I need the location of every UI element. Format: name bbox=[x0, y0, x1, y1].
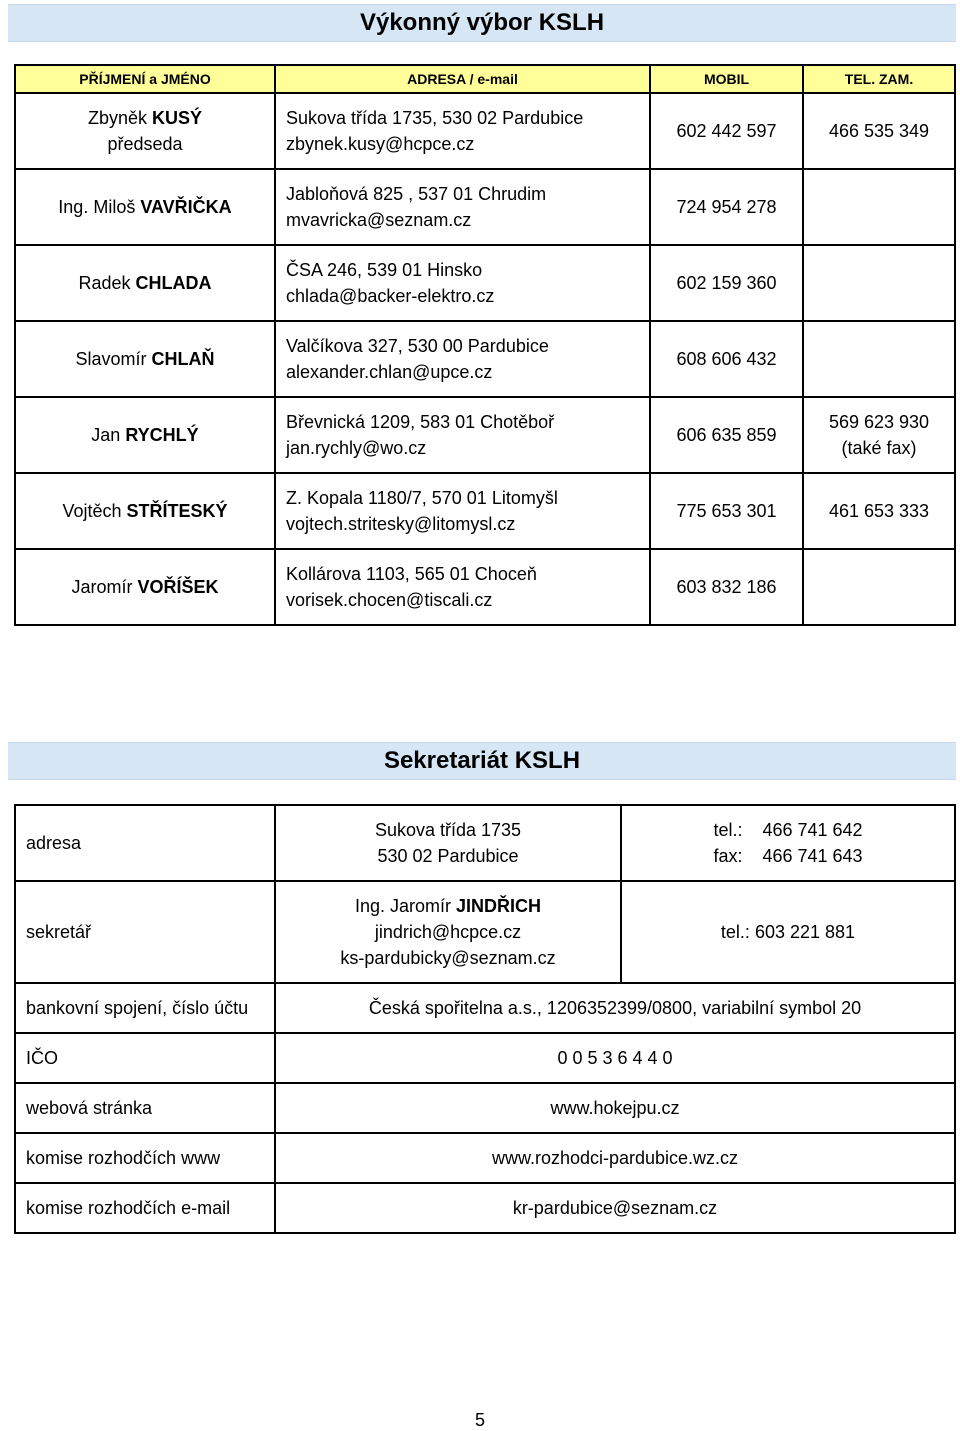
member-mobile: 606 635 859 bbox=[650, 397, 803, 473]
member-email[interactable]: vorisek.chocen@tiscali.cz bbox=[286, 590, 493, 610]
member-address-cell bbox=[275, 321, 650, 397]
header-mobile: MOBIL bbox=[650, 65, 803, 93]
member-first-name: Zbyněk bbox=[87, 108, 147, 128]
member-last-name: KUSÝ bbox=[152, 108, 203, 128]
secretariat-table bbox=[14, 804, 956, 1234]
member-tel-cell bbox=[803, 549, 955, 625]
ref-web-row bbox=[15, 1133, 955, 1183]
member-first-name: Ing. Miloš bbox=[58, 197, 136, 217]
member-first-name: Jaromír bbox=[71, 577, 133, 597]
ico-label: IČO bbox=[15, 1033, 275, 1083]
address-line1: Sukova třída 1735 bbox=[374, 820, 522, 840]
ico-value: 0 0 5 3 6 4 4 0 bbox=[275, 1033, 955, 1083]
ref-mail-link[interactable]: kr-pardubice@seznam.cz bbox=[275, 1183, 955, 1233]
member-last-name: CHLAŇ bbox=[151, 349, 215, 369]
member-mobile: 724 954 278 bbox=[650, 169, 803, 245]
member-last-name: RYCHLÝ bbox=[125, 425, 199, 445]
member-first-name: Vojtěch bbox=[62, 501, 122, 521]
member-address-cell bbox=[275, 473, 650, 549]
bank-value: Česká spořitelna a.s., 1206352399/0800, variabilní symbol 20 bbox=[275, 983, 955, 1033]
tel-value: 466 741 642 bbox=[762, 820, 863, 840]
header-name: PŘÍJMENÍ a JMÉNO bbox=[15, 65, 275, 93]
member-first-name: Jan bbox=[91, 425, 121, 445]
member-last-name: VAVŘIČKA bbox=[140, 197, 232, 217]
secretary-cell bbox=[275, 881, 621, 983]
member-tel-cell bbox=[803, 169, 955, 245]
address-cell bbox=[275, 805, 621, 881]
secretary-tel-label: tel.: bbox=[720, 922, 750, 942]
header-address: ADRESA / e-mail bbox=[275, 65, 650, 93]
member-name-cell bbox=[15, 321, 275, 397]
board-table bbox=[14, 64, 956, 626]
member-email[interactable]: mvavricka@seznam.cz bbox=[286, 210, 472, 230]
member-email[interactable]: chlada@backer-elektro.cz bbox=[286, 286, 495, 306]
member-address: Jabloňová 825 , 537 01 Chrudim bbox=[286, 184, 547, 204]
member-tel: 569 623 930 bbox=[828, 412, 930, 432]
member-name-cell bbox=[15, 397, 275, 473]
member-name-cell bbox=[15, 93, 275, 169]
member-email[interactable]: vojtech.stritesky@litomysl.cz bbox=[286, 514, 516, 534]
bank-row bbox=[15, 983, 955, 1033]
tel-label: tel.: bbox=[713, 820, 743, 840]
member-address-cell bbox=[275, 169, 650, 245]
fax-label: fax: bbox=[713, 846, 743, 866]
member-row bbox=[15, 93, 955, 169]
secretary-tel-value: 603 221 881 bbox=[754, 922, 856, 942]
ref-mail-row bbox=[15, 1183, 955, 1233]
ref-web-link[interactable]: www.rozhodci-pardubice.wz.cz bbox=[275, 1133, 955, 1183]
member-row bbox=[15, 397, 955, 473]
member-address-cell bbox=[275, 93, 650, 169]
ref-mail-label: komise rozhodčích e-mail bbox=[15, 1183, 275, 1233]
member-address: ČSA 246, 539 01 Hinsko bbox=[286, 260, 483, 280]
member-tel-cell bbox=[803, 245, 955, 321]
header-tel: TEL. ZAM. bbox=[803, 65, 955, 93]
member-mobile: 608 606 432 bbox=[650, 321, 803, 397]
member-address: Z. Kopala 1180/7, 570 01 Litomyšl bbox=[286, 488, 558, 508]
web-row bbox=[15, 1083, 955, 1133]
member-name-cell bbox=[15, 549, 275, 625]
member-row bbox=[15, 549, 955, 625]
member-row bbox=[15, 473, 955, 549]
secretary-last: JINDŘICH bbox=[456, 896, 542, 916]
fax-value: 466 741 643 bbox=[762, 846, 863, 866]
member-mobile: 602 159 360 bbox=[650, 245, 803, 321]
member-name-cell bbox=[15, 473, 275, 549]
member-row bbox=[15, 169, 955, 245]
secretary-tel-cell bbox=[621, 881, 955, 983]
member-address-cell bbox=[275, 245, 650, 321]
secretary-email1: jindrich@hcpce.cz bbox=[374, 922, 522, 942]
member-tel-cell bbox=[803, 473, 955, 549]
member-address-cell bbox=[275, 549, 650, 625]
member-address: Valčíkova 327, 530 00 Pardubice bbox=[286, 336, 549, 356]
member-tel: 461 653 333 bbox=[828, 501, 930, 521]
web-label: webová stránka bbox=[15, 1083, 275, 1133]
member-tel-cell bbox=[803, 397, 955, 473]
address-line2: 530 02 Pardubice bbox=[377, 846, 519, 866]
member-tel-note: (také fax) bbox=[841, 438, 917, 458]
member-name-cell bbox=[15, 169, 275, 245]
ico-row bbox=[15, 1033, 955, 1083]
member-mobile: 602 442 597 bbox=[650, 93, 803, 169]
secretary-email2: ks-pardubicky@seznam.cz bbox=[340, 948, 556, 968]
member-last-name: VOŘÍŠEK bbox=[137, 577, 219, 597]
member-address: Sukova třída 1735, 530 02 Pardubice bbox=[286, 108, 584, 128]
member-address: Kollárova 1103, 565 01 Choceň bbox=[286, 564, 537, 584]
address-label: adresa bbox=[15, 805, 275, 881]
member-tel: 466 535 349 bbox=[828, 121, 930, 141]
member-last-name: CHLADA bbox=[135, 273, 212, 293]
member-row bbox=[15, 245, 955, 321]
member-first-name: Radek bbox=[78, 273, 131, 293]
member-email[interactable]: alexander.chlan@upce.cz bbox=[286, 362, 493, 382]
member-tel-cell bbox=[803, 93, 955, 169]
member-last-name: STŘÍTESKÝ bbox=[126, 501, 228, 521]
secretariat-address-row bbox=[15, 805, 955, 881]
web-link[interactable]: www.hokejpu.cz bbox=[275, 1083, 955, 1133]
member-email[interactable]: zbynek.kusy@hcpce.cz bbox=[286, 134, 475, 154]
member-role: předseda bbox=[107, 134, 183, 154]
board-header-row bbox=[15, 65, 955, 93]
member-first-name: Slavomír bbox=[75, 349, 147, 369]
board-title: Výkonný výbor KSLH bbox=[8, 4, 956, 42]
member-name-cell bbox=[15, 245, 275, 321]
member-address-cell bbox=[275, 397, 650, 473]
member-address: Břevnická 1209, 583 01 Chotěboř bbox=[286, 412, 555, 432]
secretariat-secretary-row bbox=[15, 881, 955, 983]
secretary-label: sekretář bbox=[15, 881, 275, 983]
member-tel-cell bbox=[803, 321, 955, 397]
member-mobile: 775 653 301 bbox=[650, 473, 803, 549]
bank-label: bankovní spojení, číslo účtu bbox=[15, 983, 275, 1033]
secretariat-title: Sekretariát KSLH bbox=[8, 742, 956, 780]
member-mobile: 603 832 186 bbox=[650, 549, 803, 625]
ref-web-label: komise rozhodčích www bbox=[15, 1133, 275, 1183]
page-number: 5 bbox=[474, 1410, 485, 1430]
secretary-first: Ing. Jaromír bbox=[354, 896, 451, 916]
member-row bbox=[15, 321, 955, 397]
member-email[interactable]: jan.rychly@wo.cz bbox=[286, 438, 427, 458]
phone-fax-cell bbox=[621, 805, 955, 881]
